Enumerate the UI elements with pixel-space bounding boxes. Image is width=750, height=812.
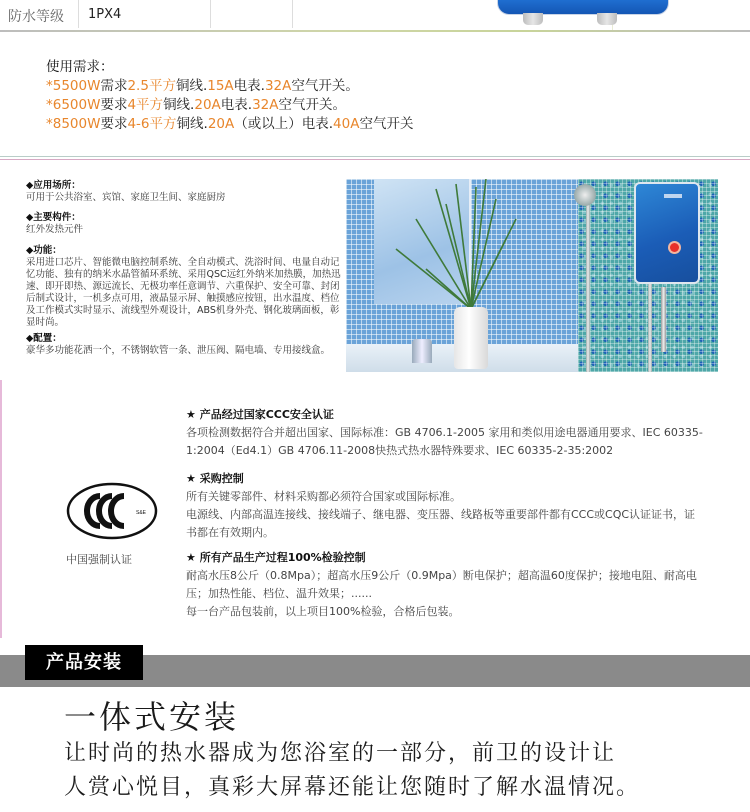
req-text: 铜线. [163,97,195,113]
vase [454,307,488,369]
power-value: *8500W [46,116,101,132]
power-value: *5500W [46,78,101,94]
shower-hose [586,199,590,372]
bathroom-photo [346,179,718,372]
breaker-value: 32A [252,97,279,113]
divider-line [0,159,750,160]
req-text: 铜线. [176,116,208,132]
heater-pipe-left [523,13,543,25]
meter-value: 15A [207,78,234,94]
divider-line [0,30,750,32]
water-heater [634,182,700,284]
cert-section-procurement [186,470,706,542]
description-line: 人赏心悦目，真彩大屏幕还能让您随时了解水温情况。 [64,775,641,800]
meter-value: 20A [194,97,221,113]
heater-pipe-right [597,13,617,25]
cert-title: ★ 采购控制 [186,472,244,485]
feature-title: ◆功能： [26,245,62,256]
section-tag: 产品安装 [25,645,143,680]
wire-value: 4平方 [127,97,164,113]
req-text: （或以上）电表. [234,116,334,132]
mixing-valve [661,287,666,352]
wire-value: 4-6平方 [127,116,177,132]
requirements-heading: 使用需求： [46,59,114,75]
description-line: 让时尚的热水器成为您浴室的一部分，前卫的设计让 [64,741,617,766]
requirement-line-8500w [46,115,413,134]
cert-section-ccc [186,406,706,460]
requirement-line-5500w [46,77,413,96]
table-divider [78,0,79,28]
power-requirements [46,58,413,134]
feature-title: ◆配置： [26,333,62,344]
logo-caption: 中国强制认证 [66,553,132,566]
spec-value: 1PX4 [88,7,122,22]
requirement-line-6500w [46,96,413,115]
req-text: 空气开关。 [278,97,346,113]
shower-head [574,184,596,206]
meter-value: 20A [207,116,235,132]
brand-logo [664,194,682,198]
cert-text: 耐高水压8公斤（0.8Mpa）；超高水压9公斤（0.9Mpa）断电保护；超高温60度保护；接地电阻、耐高电压；加热性能、档位、温升效果；...... [186,569,697,600]
breaker-value: 40A [333,116,360,132]
cert-text: 所有关键零部件、材料采购都必须符合国家或国际标准。 [186,490,461,503]
feature-text: 可用于公共浴室、宾馆、家庭卫生间、家庭厨房 [26,192,226,203]
feature-configuration [26,333,341,357]
decorative-edge [0,380,2,638]
req-text: 铜线. [175,78,208,94]
cert-text: 每一台产品包装前，以上项目100%检验，合格后包装。 [186,605,460,618]
cert-text: 电源线、内部高温连接线、接线端子、继电器、变压器、线路板等重要部件都有CCC或CQC认证证书，证书都在有效期内。 [186,508,696,539]
breaker-value: 32A [264,78,292,94]
feature-text: 红外发热元件 [26,224,84,235]
req-text: 空气开关。 [291,78,359,94]
feature-application [26,180,341,204]
req-text: 要求 [100,97,128,113]
plant-icon [376,179,526,314]
table-divider [292,0,293,28]
cert-title: ★ 所有产品生产过程100%检验控制 [186,551,366,564]
feature-components [26,212,341,236]
feature-text: 采用进口芯片、智能微电脑控制系统、全自动模式、洗浴时间、电量自动记忆功能、独有的纳米水晶管循环系统、采用QSC远红外纳米加热膜，加热迅速、即开即热、源远流长、无极功率任意调节、六重保护、安全可靠、封闭后制式设计，一机多点可用，液晶显示屏、触摸感应按钮，出水温度、档位及工作模式实时显示、流线型外观设计，ABS机身外壳、钢化玻璃面板，彰显时尚。 [26,257,341,328]
req-text: 空气开关 [359,116,414,132]
feature-title: ◆应用场所： [26,180,81,191]
feature-functions [26,245,341,329]
spec-label: 防水等级 [8,9,64,25]
divider-line [0,156,750,157]
ccc-certification-logo-icon [66,482,158,540]
feature-text: 豪华多功能花洒一个，不锈钢软管一条、泄压阀、隔电墙、专用接线盒。 [26,345,331,356]
req-text: 要求 [100,116,128,132]
svg-text:S&E: S&E [136,510,147,516]
power-value: *6500W [46,97,101,113]
install-description [64,737,640,805]
req-text: 电表. [233,78,265,94]
req-text: 需求 [100,78,128,94]
install-title: 一体式安装 [64,698,240,736]
wire-value: 2.5平方 [127,78,176,94]
cert-text: 各项检测数据符合并超出国家、国际标准：GB 4706.1-2005 家用和类似用途电器通用要求、IEC 60335-1:2004（Ed4.1）GB 4706.11-2008快热式热水器特殊要求、IEC 60335-2-35:2002 [186,426,703,457]
power-led-icon [670,243,679,252]
req-text: 电表. [220,97,253,113]
cert-title: ★ 产品经过国家CCC安全认证 [186,408,334,421]
cert-section-inspection [186,549,706,621]
table-divider [210,0,211,28]
spec-row [0,0,750,30]
feature-title: ◆主要构件： [26,212,81,223]
faucet [412,339,432,363]
water-pipe [648,281,652,372]
